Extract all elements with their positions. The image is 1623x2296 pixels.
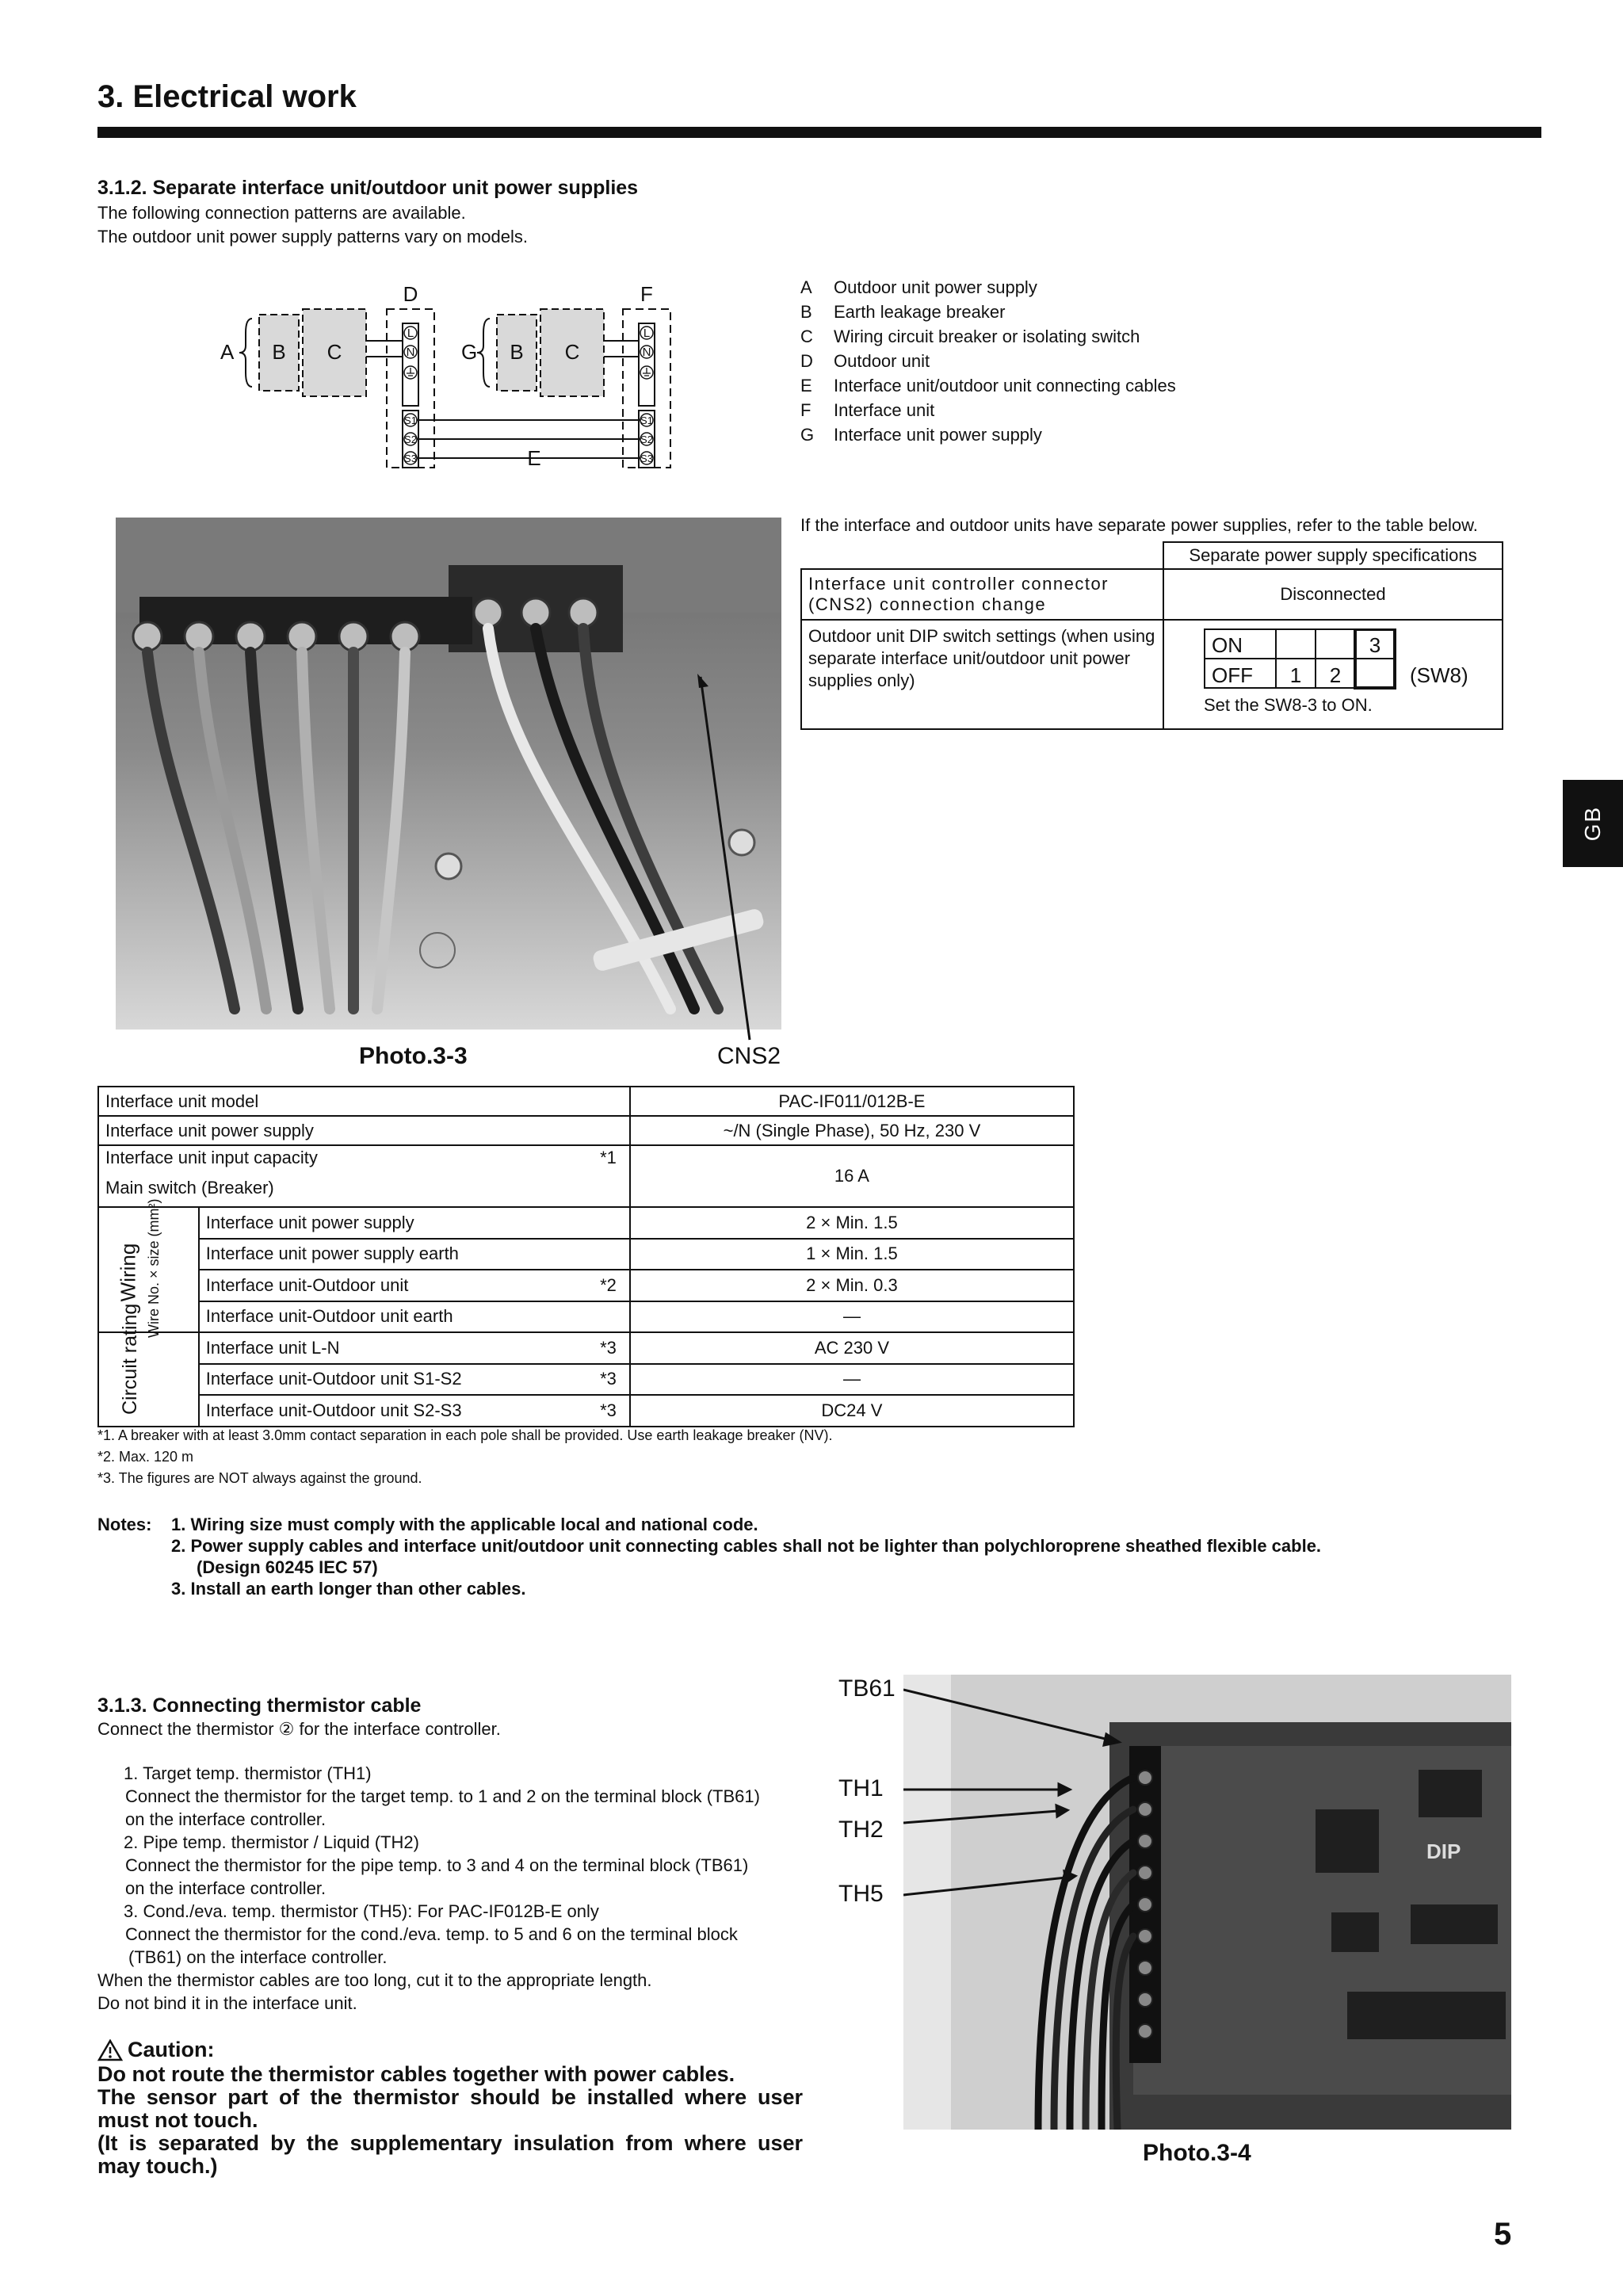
table-row: [98, 1087, 1074, 1116]
heading-3-1-2: 3.1.2. Separate interface unit/outdoor unit power supplies: [97, 177, 639, 199]
table-row: [98, 1364, 1074, 1396]
term-interface-L: L: [643, 327, 651, 340]
wiring-group-cell: [98, 1198, 199, 1338]
dip-switch-name: (SW8): [1410, 663, 1468, 687]
table-cell: Interface unit-Outdoor unit S2-S3 *3: [199, 1395, 630, 1427]
thermistor-item-1-text-a: Connect the thermistor for the target temp. to 1 and 2 on the terminal block (TB61): [125, 1786, 760, 1806]
diagram-legend: [800, 275, 1176, 447]
table-cell: 16 A: [630, 1145, 1074, 1207]
dip-switch-table: [1204, 628, 1489, 700]
connection-diagram: [214, 277, 682, 476]
table-cell: Interface unit power supply: [199, 1207, 630, 1239]
table-row: [98, 1270, 1074, 1301]
thermistor-cut-note: When the thermistor cables are too long, cut it to the appropriate length.: [97, 1970, 652, 1990]
th2-callout-label: TH2: [838, 1817, 884, 1843]
photo-3-3-caption: Photo.3-3: [359, 1043, 468, 1069]
spec-table: [800, 541, 1503, 730]
page-number: 5: [1494, 2217, 1512, 2252]
photo-3-4-caption: Photo.3-4: [1143, 2140, 1251, 2166]
label-G: G: [461, 340, 478, 364]
dip-on-label: ON: [1212, 633, 1243, 657]
table-row: [98, 1207, 1074, 1239]
thermistor-item-2-text-b: on the interface controller.: [125, 1878, 327, 1898]
dip-switch-1: 1: [1289, 663, 1302, 687]
term-interface-S2: S2: [640, 434, 653, 445]
thermistor-item-3: 3. Cond./eva. temp. thermistor (TH5): For PAC-IF012B-E only: [124, 1901, 599, 1921]
table-row: [98, 1301, 1074, 1333]
legend-item-G: G Interface unit power supply: [800, 425, 1042, 445]
cns2-callout-line: [697, 674, 761, 1046]
table-cell: Interface unit-Outdoor unit S1-S2 *3: [199, 1364, 630, 1396]
table-cell: 2 × Min. 0.3: [630, 1270, 1074, 1301]
language-tab-label: GB: [1580, 805, 1605, 842]
legend-item-F: F Interface unit: [800, 400, 935, 420]
thermistor-item-1-text-b: on the interface controller.: [125, 1809, 327, 1829]
wiring-group-label: Wiring: [116, 1243, 140, 1302]
table-row: [98, 1239, 1074, 1270]
table-cell: Interface unit power supply: [98, 1116, 630, 1145]
bracket-A: [239, 319, 252, 387]
legend-item-C: C Wiring circuit breaker or isolating switch: [800, 327, 1140, 346]
table-row: [98, 1395, 1074, 1427]
thermistor-intro: Connect the thermistor ② for the interface controller.: [97, 1719, 501, 1739]
notes-label: Notes:: [97, 1515, 152, 1534]
table-cell: —: [630, 1301, 1074, 1333]
label-C-outdoor: C: [327, 340, 342, 364]
caution-line-1: Do not route the thermistor cables together with power cables.: [97, 2062, 735, 2086]
legend-item-B: B Earth leakage breaker: [800, 302, 1006, 322]
label-C-interface: C: [564, 340, 580, 364]
wiring-sub-label: Wire No. × size (mm²): [146, 1198, 162, 1338]
circuit-group-cell: [98, 1303, 199, 1427]
table-cell: Interface unit-Outdoor unit earth: [199, 1301, 630, 1333]
footnote-3: *3. The figures are NOT always against the ground.: [97, 1470, 422, 1486]
header-rule: [97, 127, 1541, 138]
note-2-design: (Design 60245 IEC 57): [197, 1557, 378, 1577]
dip-off-label: OFF: [1212, 663, 1253, 687]
warning-triangle-icon: [97, 2039, 123, 2061]
dip-switch-2: 2: [1329, 663, 1342, 687]
thermistor-item-1: 1. Target temp. thermistor (TH1): [124, 1763, 372, 1783]
thermistor-bind-note: Do not bind it in the interface unit.: [97, 1993, 357, 2013]
thermistor-callout-lines: [903, 1680, 1165, 1918]
term-outdoor-S2: S2: [404, 434, 417, 445]
label-F: F: [640, 282, 653, 306]
tb61-callout-label: TB61: [838, 1675, 896, 1702]
spec-row1-label: Interface unit controller connector (CNS2) connection change: [801, 569, 1163, 620]
note-3: 3. Install an earth longer than other cables.: [171, 1579, 526, 1599]
heading-3-1-3: 3.1.3. Connecting thermistor cable: [97, 1694, 422, 1717]
table-row: [98, 1145, 1074, 1207]
term-interface-S3: S3: [640, 453, 653, 464]
photo-3-3-image: [116, 518, 781, 1030]
th1-callout-label: TH1: [838, 1775, 884, 1801]
intro-line-1: The following connection patterns are available.: [97, 203, 466, 223]
spec-row1-value: Disconnected: [1163, 569, 1503, 620]
note-2: 2. Power supply cables and interface unit/outdoor unit connecting cables shall not be lighter than polychloroprene sheathed flexible cable.: [171, 1536, 1322, 1556]
table-cell: Interface unit model: [98, 1087, 630, 1116]
table-cell: AC 230 V: [630, 1332, 1074, 1364]
term-interface-S1: S1: [640, 415, 653, 426]
legend-item-E: E Interface unit/outdoor unit connecting cables: [800, 376, 1176, 395]
spec-row2-label: Outdoor unit DIP switch settings (when using separate interface unit/outdoor unit power supplies only): [801, 620, 1163, 729]
thermistor-item-3-text-b: (TB61) on the interface controller.: [128, 1947, 388, 1967]
caution-line-2: The sensor part of the thermistor should be installed where user must not touch.: [97, 2085, 803, 2132]
spec-header: Separate power supply specifications: [1163, 542, 1503, 569]
label-B-interface: B: [510, 340, 524, 364]
table-row: [98, 1116, 1074, 1145]
table-cell: Interface unit power supply earth: [199, 1239, 630, 1270]
term-outdoor-L: L: [407, 327, 414, 340]
term-outdoor-S1: S1: [404, 415, 417, 426]
language-tab: [1563, 780, 1623, 867]
photo-dip-label: DIP: [1426, 1839, 1461, 1863]
legend-item-D: D Outdoor unit: [800, 351, 930, 371]
table-cell: Interface unit-Outdoor unit *2: [199, 1270, 630, 1301]
caution-line-3: (It is separated by the supplementary insulation from where user may touch.): [97, 2131, 803, 2178]
footnote-2: *2. Max. 120 m: [97, 1449, 194, 1465]
term-interface-N: N: [642, 346, 651, 359]
table-cell: DC24 V: [630, 1395, 1074, 1427]
table-cell: PAC-IF011/012B-E: [630, 1087, 1074, 1116]
note-1: 1. Wiring size must comply with the applicable local and national code.: [171, 1515, 758, 1534]
table-row: [98, 1332, 1074, 1364]
label-A: A: [220, 340, 235, 364]
section-title: 3. Electrical work: [97, 79, 357, 114]
dip-switch-setting: [1163, 620, 1503, 729]
label-B-outdoor: B: [272, 340, 286, 364]
table-cell: Interface unit L-N *3: [199, 1332, 630, 1364]
table-cell: ~/N (Single Phase), 50 Hz, 230 V: [630, 1116, 1074, 1145]
term-outdoor-S3: S3: [404, 453, 417, 464]
bracket-G: [477, 319, 490, 387]
th5-callout-label: TH5: [838, 1881, 884, 1907]
spec-lead: If the interface and outdoor units have separate power supplies, refer to the table below.: [800, 515, 1478, 535]
photo-3-3: [116, 518, 781, 1030]
circuit-group-label: Circuit rating: [119, 1303, 141, 1415]
caution-text: [97, 2063, 803, 2178]
intro-line-2: The outdoor unit power supply patterns vary on models.: [97, 227, 528, 246]
caution-heading: [97, 2038, 214, 2062]
table-cell: —: [630, 1364, 1074, 1396]
interface-unit-spec-table: [97, 1086, 1075, 1427]
label-D: D: [403, 282, 418, 306]
thermistor-item-2-text-a: Connect the thermistor for the pipe temp. to 3 and 4 on the terminal block (TB61): [125, 1855, 749, 1875]
label-E: E: [527, 446, 541, 470]
table-cell: 1 × Min. 1.5: [630, 1239, 1074, 1270]
dip-note: Set the SW8-3 to ON.: [1204, 695, 1373, 715]
table-cell: Interface unit input capacity *1 Main switch (Breaker): [98, 1145, 630, 1207]
footnote-1: *1. A breaker with at least 3.0mm contact separation in each pole shall be provided. Use earth leakage breaker (NV).: [97, 1427, 833, 1443]
table-cell: 2 × Min. 1.5: [630, 1207, 1074, 1239]
term-outdoor-N: N: [406, 346, 415, 359]
thermistor-item-2: 2. Pipe temp. thermistor / Liquid (TH2): [124, 1832, 419, 1852]
cns2-callout-label: CNS2: [717, 1043, 781, 1069]
thermistor-item-3-text-a: Connect the thermistor for the cond./eva. temp. to 5 and 6 on the terminal block: [125, 1924, 738, 1944]
dip-switch-3: 3: [1369, 633, 1381, 657]
caution-title: Caution:: [128, 2038, 215, 2061]
legend-item-A: A Outdoor unit power supply: [800, 277, 1037, 297]
